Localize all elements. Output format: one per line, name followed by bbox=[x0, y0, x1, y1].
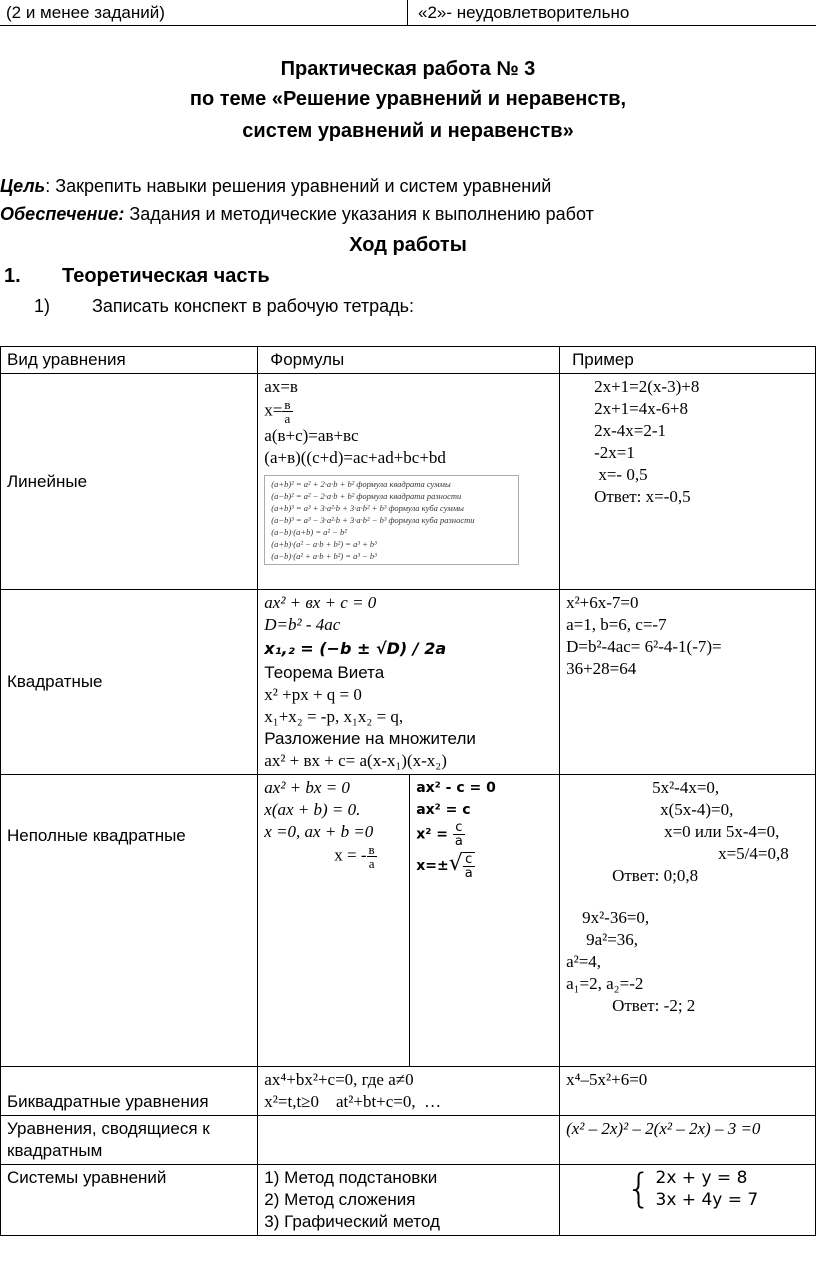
header-type: Вид уравнения bbox=[1, 347, 258, 374]
table-row-incomplete bbox=[1, 775, 816, 1067]
system-of-equations bbox=[626, 1167, 758, 1211]
type-biquadratic: Биквадратные уравнения bbox=[1, 1067, 258, 1116]
linear-example-line: 2х+1=4х-6+8 bbox=[594, 399, 689, 418]
system-method-2: 2) Метод сложения bbox=[264, 1190, 416, 1209]
quadratic-example-line: a=1, b=6, c=-7 bbox=[566, 615, 667, 634]
type-reducible: Уравнения, сводящиеся к квадратным bbox=[1, 1116, 258, 1165]
type-systems: Системы уравнений bbox=[1, 1165, 258, 1236]
incomplete-example-line: Ответ: 0;0,8 bbox=[612, 866, 699, 885]
incomplete-example-line: 9a²=36, bbox=[586, 930, 639, 949]
incomplete-example-line: x=5/4=0,8 bbox=[718, 844, 789, 863]
vieta-title: Теорема Виета bbox=[264, 663, 385, 682]
linear-formula-4: (а+в)((с+d)=ac+ad+bc+bd bbox=[264, 448, 446, 467]
example-systems bbox=[560, 1165, 816, 1236]
incomplete-example-line: a²=4, bbox=[566, 952, 602, 971]
incomplete-formula-8: x=±√ $\frac{с}{а}$ bbox=[416, 851, 473, 881]
header-right-cell: «2»- неудовлетворительно bbox=[418, 3, 630, 22]
section-1-number: 1. bbox=[4, 265, 21, 287]
system-method-1: 1) Метод подстановки bbox=[264, 1168, 438, 1187]
header-example: Пример bbox=[560, 347, 816, 374]
provision-text: Задания и методические указания к выполнению работ bbox=[124, 204, 594, 224]
quadratic-formula: ах² + вх + с = 0 bbox=[264, 593, 377, 612]
example-reducible: (x² – 2x)² – 2(x² – 2x) – 3 =0 bbox=[560, 1116, 816, 1165]
incomplete-example-line: 9x²-36=0, bbox=[582, 908, 650, 927]
incomplete-formula-7: x² = $\frac{с}{а}$ bbox=[416, 820, 463, 849]
item-1-number: 1) bbox=[34, 296, 51, 316]
examples-incomplete bbox=[560, 775, 816, 1067]
goal-label: Цель bbox=[0, 176, 46, 196]
examples-linear bbox=[560, 374, 816, 590]
type-incomplete: Неполные квадратные bbox=[1, 775, 258, 1067]
system-method-3: 3) Графический метод bbox=[264, 1212, 440, 1231]
section-1-title: Теоретическая часть bbox=[62, 265, 270, 287]
provision-label: Обеспечение: bbox=[0, 204, 125, 224]
title-line-3: систем уравнений и неравенств» bbox=[242, 120, 574, 142]
quadratic-example-line: D=b²-4ac= 6²-4-1(-7)= bbox=[566, 637, 722, 656]
factorization-formula: ах² + вх + с= а(х-х₁)(х-х₂) bbox=[264, 751, 447, 770]
formulas-linear bbox=[258, 374, 560, 590]
header-formulas: Формулы bbox=[258, 347, 560, 374]
quadratic-example-line: x²+6x-7=0 bbox=[566, 593, 639, 612]
incomplete-example-line: Ответ: -2; 2 bbox=[612, 996, 696, 1015]
linear-example-line: -2х=1 bbox=[594, 443, 635, 462]
incomplete-formula-1: ax² + bx = 0 bbox=[264, 778, 350, 797]
quadratic-example-line: 36+28=64 bbox=[566, 659, 637, 678]
type-quadratic: Квадратные bbox=[1, 590, 258, 775]
table-row-reducible bbox=[1, 1116, 816, 1165]
incomplete-formula-5: ax² - c = 0 bbox=[416, 780, 496, 796]
vieta-formula-1: x² +px + q = 0 bbox=[264, 685, 362, 704]
system-equation-1: 2x + y = 8 bbox=[655, 1168, 748, 1188]
example-biquadratic: x⁴–5x²+6=0 bbox=[560, 1067, 816, 1116]
provision-line bbox=[0, 204, 594, 225]
incomplete-formula-6: ax² = c bbox=[416, 802, 471, 818]
type-linear: Линейные bbox=[1, 374, 258, 590]
equations-table bbox=[0, 346, 816, 1236]
incomplete-example-line: x(5x-4)=0, bbox=[660, 800, 734, 819]
header-table-row bbox=[0, 0, 816, 26]
vieta-formula-2: x₁+x₂ = -p, x₁x₂ = q, bbox=[264, 707, 404, 726]
incomplete-example-line: x=0 или 5x-4=0, bbox=[664, 822, 780, 841]
roots-formula: x₁,₂ = (−b ± √D) / 2a bbox=[264, 639, 447, 658]
formulas-systems bbox=[258, 1165, 560, 1236]
algebraic-identities-image: (a+b)² = a² + 2·a·b + b² формула квадрата суммы (a−b)² = a² − 2·a·b + b² формула квадрата разности (a+b)³ = a³ + 3·a²·b + 3·a·b² + b³ формула куба суммы (a−b)³ = a³ − 3·a²·b + 3·a·b² − b³ формула куба разности (a−b)·(a+b) = a² − b² (a+b)·(a² − a·b + b²) = a³ + b³ (a−b)·(a² + a·b + b²) = a³ − b³ bbox=[264, 475, 519, 565]
goal-line bbox=[0, 176, 551, 197]
examples-quadratic bbox=[560, 590, 816, 775]
formulas-incomplete-left bbox=[258, 775, 410, 1067]
incomplete-formula-4: х = - $\frac{в}{а}$ bbox=[334, 842, 375, 871]
linear-example-line: 2х+1=2(х-3)+8 bbox=[594, 377, 700, 396]
title-line-1: Практическая работа № 3 bbox=[280, 58, 536, 80]
biquadratic-formula-2: x²=t,t≥0 at²+bt+c=0, … bbox=[264, 1092, 442, 1111]
title-line-2: по теме «Решение уравнений и неравенств, bbox=[189, 88, 627, 110]
progress-heading: Ход работы bbox=[349, 234, 467, 256]
linear-example-line: Ответ: х=-0,5 bbox=[594, 487, 691, 506]
table-row-systems bbox=[1, 1165, 816, 1236]
brace-icon: { bbox=[626, 1166, 652, 1212]
table-header-row bbox=[1, 347, 816, 374]
linear-example-line: х=- 0,5 bbox=[594, 465, 648, 484]
linear-formula-3: а(в+с)=ав+вс bbox=[264, 426, 359, 445]
linear-example-line: 2х-4х=2-1 bbox=[594, 421, 666, 440]
factorization-title: Разложение на множители bbox=[264, 729, 476, 748]
discriminant-formula: D=b² - 4ac bbox=[264, 615, 341, 634]
incomplete-example-line: 5x²-4x=0, bbox=[652, 778, 720, 797]
system-equation-2: 3x + 4y = 7 bbox=[655, 1190, 759, 1210]
header-left-cell: (2 и менее заданий) bbox=[0, 0, 408, 26]
linear-formula-1: ах=в bbox=[264, 377, 298, 396]
incomplete-formula-2: x(ax + b) = 0. bbox=[264, 800, 361, 819]
table-row-quadratic bbox=[1, 590, 816, 775]
formulas-biquadratic bbox=[258, 1067, 560, 1116]
incomplete-formula-3: x =0, ax + b =0 bbox=[264, 822, 374, 841]
table-row-biquadratic bbox=[1, 1067, 816, 1116]
linear-formula-2: х= $\frac{в}{а}$ bbox=[264, 397, 291, 426]
formulas-incomplete-right bbox=[410, 775, 560, 1067]
goal-text: : Закрепить навыки решения уравнений и систем уравнений bbox=[45, 176, 552, 196]
incomplete-example-line: a₁=2, a₂=-2 bbox=[566, 974, 644, 993]
item-1-text: Записать конспект в рабочую тетрадь: bbox=[92, 296, 415, 316]
biquadratic-formula-1: ax⁴+bx²+c=0, где a≠0 bbox=[264, 1070, 414, 1089]
table-row-linear bbox=[1, 374, 816, 590]
formulas-reducible bbox=[258, 1116, 560, 1165]
formulas-quadratic bbox=[258, 590, 560, 775]
